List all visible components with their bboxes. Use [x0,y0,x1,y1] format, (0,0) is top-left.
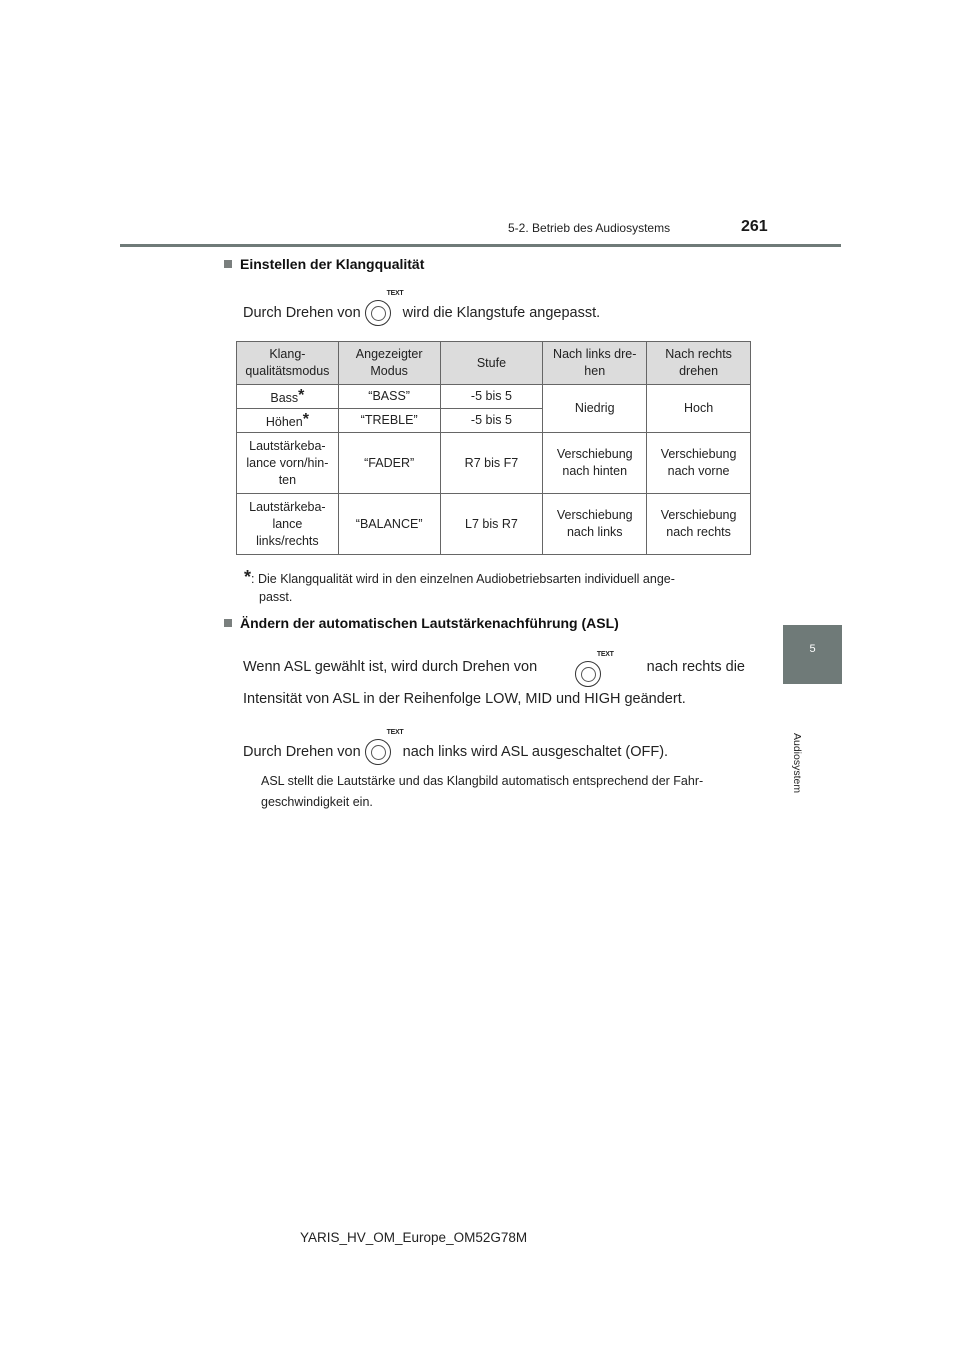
table-header-cell: Stufe [440,342,543,385]
table-cell: Verschiebung nach links [543,494,647,555]
table-cell: Lautstärkeba- lance links/rechts [237,494,339,555]
table-cell: -5 bis 5 [440,385,543,409]
table-cell: Bass* [237,385,339,409]
table-header-cell: Nach rechts drehen [647,342,751,385]
section-title: 5-2. Betrieb des Audiosystems [508,221,671,235]
asl-note-line2: geschwindigkeit ein. [261,795,373,809]
asterisk-marker: * [298,386,305,404]
table-cell: Verschiebung nach rechts [647,494,751,555]
tune-knob-icon: TEXT [365,298,395,328]
tune-knob-icon: TEXT [365,737,395,767]
table-cell: Hoch [647,385,751,433]
section-heading-asl: Ändern der automatischen Lautstärkenachführung (ASL) [224,615,619,631]
table-cell: Verschiebung nach hinten [543,433,647,494]
table-cell: “BALANCE” [338,494,440,555]
paragraph-asl-levels: Intensität von ASL in der Reihenfolge LOW, MID und HIGH geändert. [243,691,686,707]
table-cell: “FADER” [338,433,440,494]
table-cell: Lautstärkeba- lance vorn/hin- ten [237,433,339,494]
table-row [237,494,751,555]
table-row [237,385,751,409]
paragraph-asl-off: Durch Drehen von TEXT nach links wird ASL ausgeschaltet (OFF). [243,737,668,767]
table-cell: Höhen* [237,409,339,433]
asl-note-line1: ASL stellt die Lautstärke und das Klangbild automatisch entsprechend der Fahr- [261,774,704,788]
tune-knob-icon: TEXT [575,659,605,689]
table-header-cell: Nach links dre- hen [543,342,647,385]
table-cell: -5 bis 5 [440,409,543,433]
table-row [237,433,751,494]
table-cell: “BASS” [338,385,440,409]
table-header-cell: Angezeigter Modus [338,342,440,385]
document-id: YARIS_HV_OM_Europe_OM52G78M [300,1230,528,1245]
table-header-row [237,342,751,385]
table-cell: L7 bis R7 [440,494,543,555]
chapter-label: Audiosystem [791,733,803,794]
table-cell: Niedrig [543,385,647,433]
square-bullet-icon [224,260,232,268]
sound-quality-table [236,341,751,555]
table-cell: R7 bis F7 [440,433,543,494]
chapter-tab[interactable]: 5 [783,625,842,684]
table-header-cell: Klang- qualitätsmodus [237,342,339,385]
section-heading-sound-quality: Einstellen der Klangqualität [224,256,424,272]
asterisk-marker: * [302,410,309,428]
table-cell: “TREBLE” [338,409,440,433]
table-footnote: *: Die Klangqualität wird in den einzelnen Audiobetriebsarten individuell ange- passt. [244,567,675,604]
paragraph-sound-adjust: Durch Drehen von TEXT wird die Klangstufe angepasst. [243,298,600,328]
table-cell: Verschiebung nach vorne [647,433,751,494]
page-number: 261 [741,218,768,235]
paragraph-asl-right: Wenn ASL gewählt ist, wird durch Drehen von TEXT nach rechts die [243,659,745,689]
header-rule [120,244,841,247]
square-bullet-icon [224,619,232,627]
